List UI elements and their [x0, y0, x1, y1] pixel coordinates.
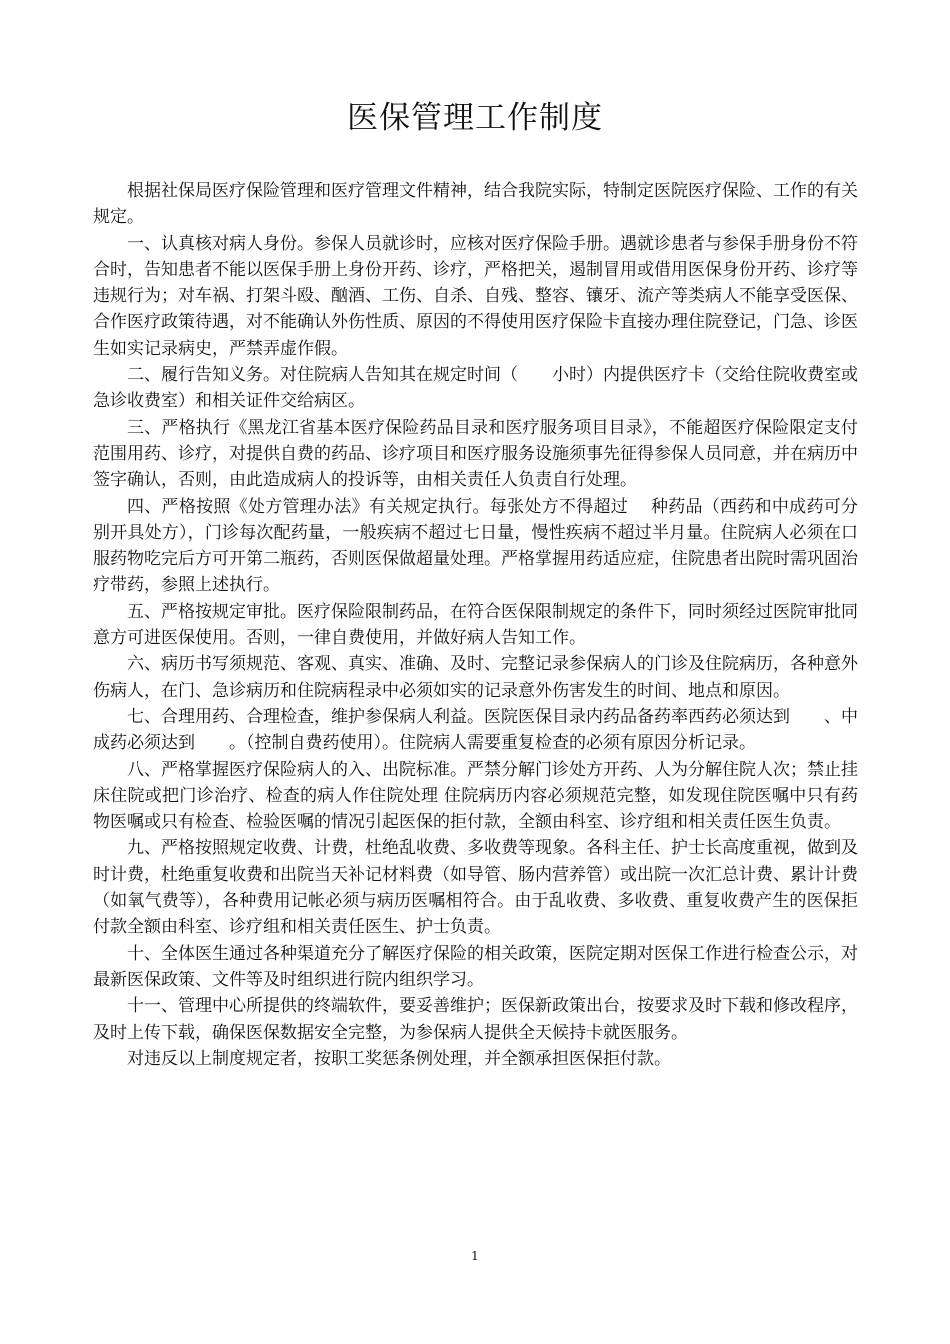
paragraph-intro: 根据社保局医疗保险管理和医疗管理文件精神，结合我院实际，特制定医院医疗保险、工作的有关规定。 — [93, 181, 858, 228]
page-number: 1 — [471, 1249, 479, 1263]
paragraph-10: 十、全体医生通过各种渠道充分了解医疗保险的相关政策，医院定期对医保工作进行检查公示，对最新医保政策、文件等及时组织进行院内组织学习。 — [93, 943, 858, 990]
paragraph-2: 二、履行告知义务。对住院病人告知其在规定时间（ 小时）内提供医疗卡（交给住院收费室或急诊收费室）和相关证件交给病区。 — [93, 365, 858, 412]
document-title: 医保管理工作制度 — [347, 100, 603, 136]
document-body — [93, 178, 858, 1072]
paragraph-11: 十一、管理中心所提供的终端软件，要妥善维护；医保新政策出台，按要求及时下载和修改程序，及时上传下载，确保医保数据安全完整，为参保病人提供全天候持卡就医服务。 — [93, 996, 858, 1043]
paragraph-1: 一、认真核对病人身份。参保人员就诊时，应核对医疗保险手册。遇就诊患者与参保手册身份不符合时，告知患者不能以医保手册上身份开药、诊疗，严格把关，遏制冒用或借用医保身份开药、诊疗等违规行为；对车祸、打架斗殴、酗酒、工伤、自杀、自残、整容、镶牙、流产等类病人不能享受医保、合作医疗政策待遇，对不能确认外伤性质、原因的不得使用医疗保险卡直接办理住院登记，门急、诊医生如实记录病史，严禁弄虚作假。 — [93, 233, 858, 359]
paragraph-9: 九、严格按照规定收费、计费，杜绝乱收费、多收费等现象。各科主任、护士长高度重视，做到及时计费，杜绝重复收费和出院当天补记材料费（如导管、肠内营养管）或出院一次汇总计费、累计计费（如氧气费等），各种费用记帐必须与病历医嘱相符合。由于乱收费、多收费、重复收费产生的医保拒付款全额由科室、诊疗组和相关责任医生、护士负责。 — [93, 838, 858, 938]
paragraph-closing: 对违反以上制度规定者，按职工奖惩条例处理，并全额承担医保拒付款。 — [127, 1048, 671, 1069]
paragraph-5: 五、严格按规定审批。医疗保险限制药品，在符合医保限制规定的条件下，同时须经过医院审批同意方可进医保使用。否则，一律自费使用，并做好病人告知工作。 — [93, 601, 858, 649]
paragraph-7: 七、合理用药、合理检查，维护参保病人利益。医院医保目录内药品备药率西药必须达到 、中成药必须达到 。（控制自费药使用）。住院病人需要重复检查的必须有原因分析记录。 — [93, 706, 858, 754]
paragraph-6: 六、病历书写须规范、客观、真实、准确、及时、完整记录参保病人的门诊及住院病历，各种意外伤病人，在门、急诊病历和住院病程录中必须如实的记录意外伤害发生的时间、地点和原因。 — [93, 654, 858, 701]
paragraph-3: 三、严格执行《黑龙江省基本医疗保险药品目录和医疗服务项目目录》，不能超医疗保险限定支付范围用药、诊疗，对提供自费的药品、诊疗项目和医疗服务设施须事先征得参保人员同意，并在病历中签字确认，否则，由此造成病人的投诉等，由相关责任人负责自行处理。 — [93, 417, 858, 491]
paragraph-8: 八、严格掌握医疗保险病人的入、出院标准。严禁分解门诊处方开药、人为分解住院人次；禁止挂床住院或把门诊治疗、检查的病人作住院处理 住院病历内容必须规范完整，如发现住院医嘱中只有药物医嘱或只有检查、检验医嘱的情况引起医保的拒付款，全额由科室、诊疗组和相关责任医生负责。 — [93, 759, 858, 833]
paragraph-4: 四、严格按照《处方管理办法》有关规定执行。每张处方不得超过 种药品（西药和中成药可分别开具处方），门诊每次配药量，一般疾病不超过七日量，慢性疾病不超过半月量。住院病人必须在口服药物吃完后方可开第二瓶药，否则医保做超量处理。严格掌握用药适应症，住院患者出院时需巩固治疗带药，参照上述执行。 — [93, 496, 858, 596]
